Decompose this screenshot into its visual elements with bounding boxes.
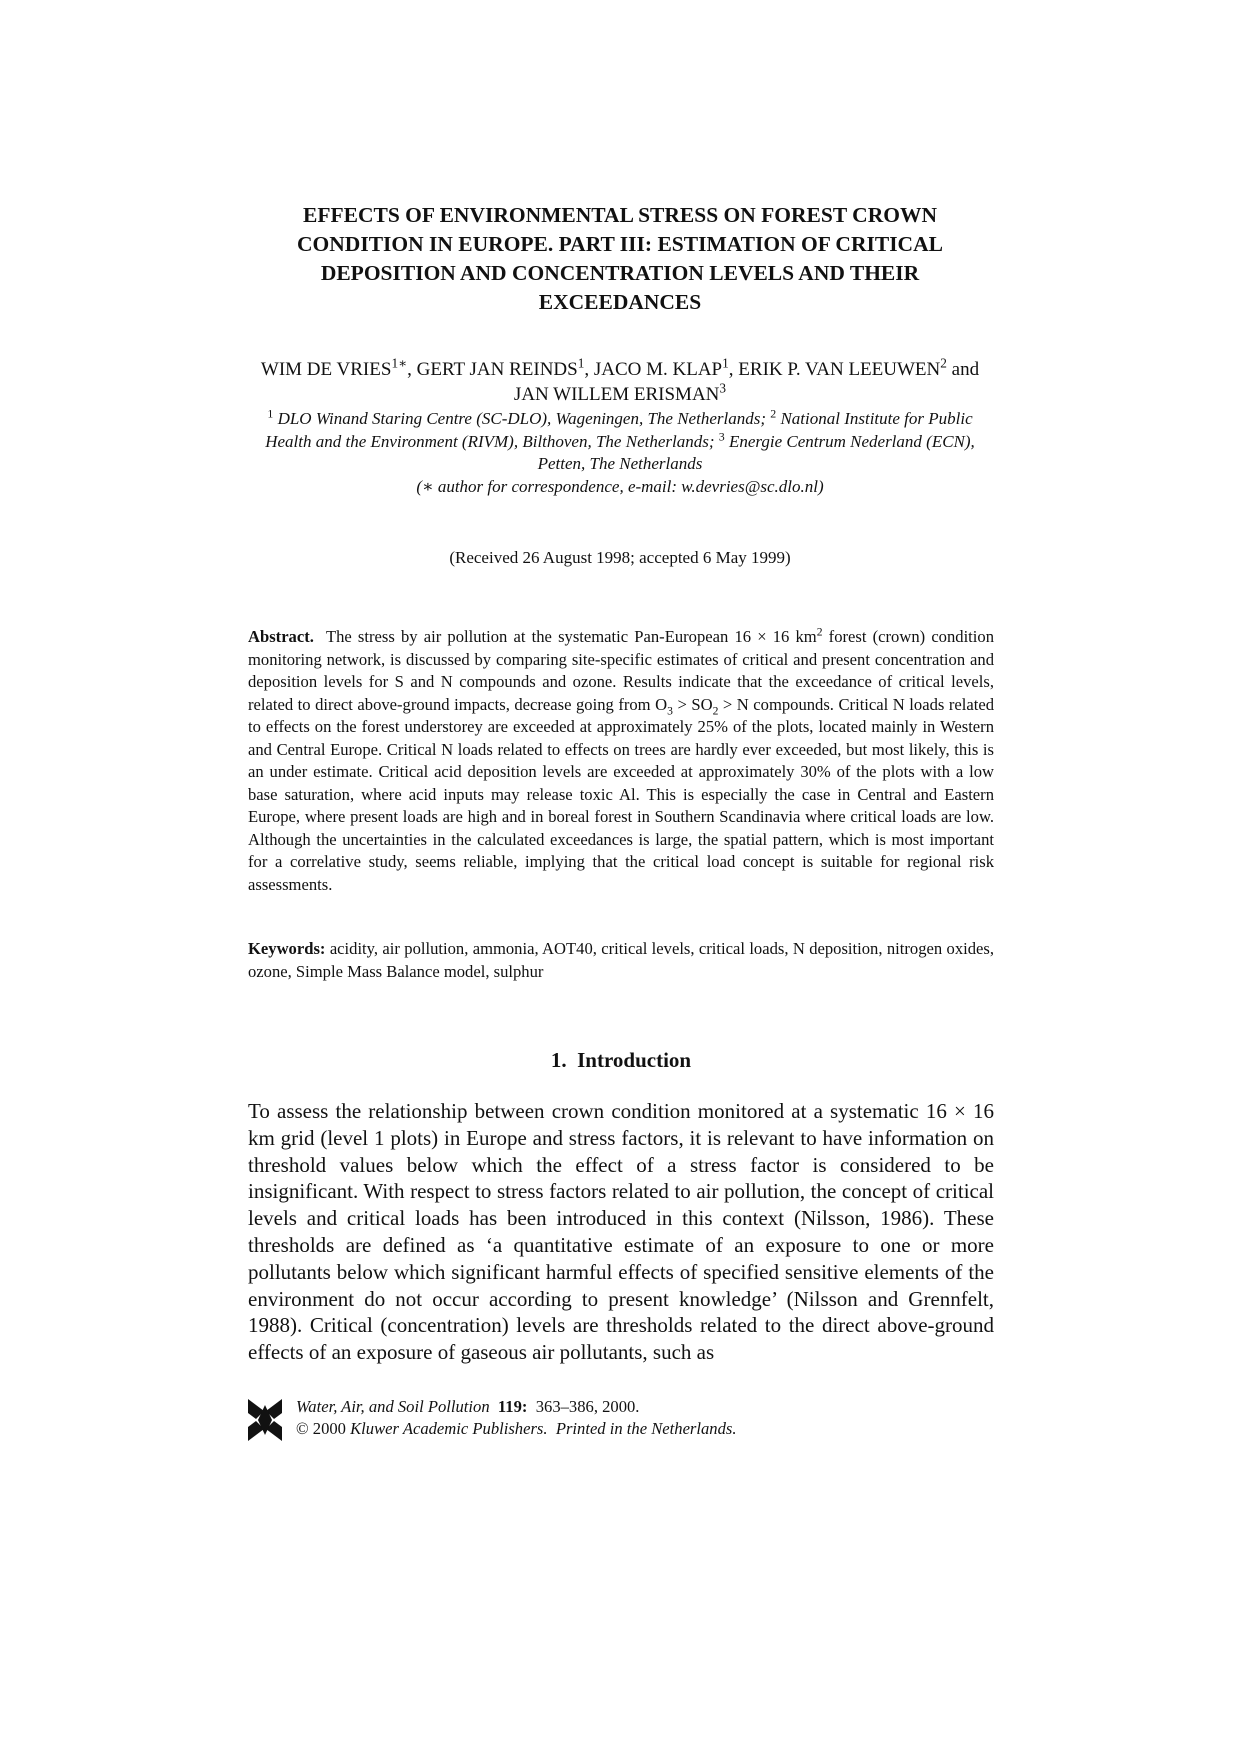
author-affiliation-mark: 1: [722, 355, 729, 371]
abstract-text: The stress by air pollution at the systematic Pan-European 16 × 16 km: [325, 627, 817, 646]
author-list: WIM DE $VRIES^{1∗}$, GERT JAN REINDS$^1$, JACO M. KLAP$^1$, ERIK P. VAN LEEUWEN$^2$ and JAN WILLEM ERISMAN$^3$: [260, 355, 980, 405]
copyright-symbol: ©: [296, 1419, 309, 1438]
affiliation-mark: 1: [267, 406, 274, 421]
paper-title: EFFECTS OF ENVIRONMENTAL STRESS ON FOREST CROWN CONDITION IN EUROPE. PART III: ESTIMATION OF CRITICAL DEPOSITION AND CONCENTRATION LEVELS AND THEIR EXCEEDANCES: [297, 203, 943, 314]
author-name: JACO M. KLAP: [593, 359, 723, 380]
keywords-text: acidity, air pollution, ammonia, AOT40, critical levels, critical loads, N deposition, nitrogen oxides, ozone, Simple Mass Balance model, sulphur: [248, 939, 994, 981]
keywords: [248, 938, 994, 983]
printed-note: Printed in the Netherlands.: [555, 1419, 737, 1438]
publisher-logo-icon: [246, 1397, 284, 1443]
copyright-year: 2000: [312, 1419, 346, 1438]
author-affiliation-mark: 3: [719, 380, 727, 396]
authors-conjunction: and: [951, 359, 980, 380]
received-dates: (Received 26 August 1998; accepted 6 May 1999): [449, 548, 791, 567]
affiliation-mark: 2: [770, 406, 777, 421]
section-heading: [248, 1048, 994, 1073]
journal-volume: 119:: [497, 1397, 528, 1416]
publisher-name: Kluwer Academic Publishers.: [350, 1419, 548, 1438]
abstract-subscript: 2: [712, 703, 719, 717]
abstract: [248, 626, 994, 896]
journal-footer: [296, 1396, 737, 1440]
affiliation: Energie Centrum Nederland (ECN), Petten, The Netherlands: [537, 431, 975, 473]
author-name: ERIK P. VAN LEEUWEN: [738, 359, 941, 380]
abstract-label: Abstract.: [248, 627, 314, 646]
introduction-paragraph: To assess the relationship between crown condition monitored at a systematic 16 × 16 km grid (level 1 plots) in Europe and stress factors, it is relevant to have information on threshold values below which the effect of a stress factor is considered to be insignificant. With respect to stress factors related to air pollution, the concept of critical levels and critical loads has been introduced in this context (Nilsson, 1986). These thresholds are defined as ‘a quantitative estimate of an exposure to one or more pollutants below which significant harmful effects of specified sensitive elements of the environment do not occur according to present knowledge’ (Nilsson and Grennfelt, 1988). Critical (concentration) levels are thresholds related to the direct above-ground effects of an exposure of gaseous air pollutants, such as: [248, 1099, 994, 1365]
affiliation-mark: 3: [718, 428, 725, 443]
abstract-text: > N compounds. Critical N loads related to effects on the forest understorey are exceeded at approximately 25% of the plots, located mainly in Western and Central Europe. Critical N loads related to effects on trees are hardly ever exceeded, but most likely, this is an under estimate. Critical acid deposition levels are exceeded at approximately 30% of the plots with a low base saturation, where acid inputs may release toxic Al. This is especially the case in Central and Eastern Europe, where present loads are high and in boreal forest in Southern Scandinavia where critical loads are low. Although the uncertainties in the calculated exceedances is large, the spatial pattern, which is most important for a correlative study, seems reliable, implying that the critical load concept is suitable for regional risk assessments.: [248, 694, 994, 894]
affiliation: DLO Winand Staring Centre (SC-DLO), Wageningen, The Netherlands;: [277, 409, 766, 428]
affiliations: [255, 408, 985, 498]
author-affiliation-mark: 2: [940, 355, 947, 371]
abstract-text: > SO: [672, 694, 713, 714]
journal-pages: 363–386, 2000.: [535, 1397, 640, 1416]
correspondence-note: (∗ author for correspondence, e-mail: w.devries@sc.dlo.nl): [416, 476, 824, 496]
keywords-label: Keywords:: [248, 939, 326, 958]
abstract-subscript: 3: [667, 703, 673, 717]
section-title: Introduction: [577, 1048, 692, 1072]
author-name: WIM DE VRIES: [260, 359, 392, 380]
kluwer-logo-icon: [246, 1397, 284, 1443]
author-name: JAN WILLEM ERISMAN: [513, 384, 720, 405]
abstract-superscript: 2: [816, 625, 823, 639]
author-affiliation-mark: 1∗: [391, 355, 408, 371]
author-name: GERT JAN REINDS: [416, 359, 578, 380]
affiliation: National Institute for Public Health and the Environment (RIVM), Bilthoven, The Netherlands;: [265, 409, 973, 451]
abstract-text: forest (crown) condition monitoring network, is discussed by comparing site-specific estimates of critical and present concentration and deposition levels for S and N compounds and ozone. Results indicate that the exceedance of critical levels, related to direct above-ground impacts, decrease going from O: [248, 627, 995, 714]
section-number: 1.: [550, 1048, 567, 1072]
journal-name: Water, Air, and Soil Pollution: [296, 1397, 490, 1416]
author-affiliation-mark: 1: [577, 355, 585, 371]
